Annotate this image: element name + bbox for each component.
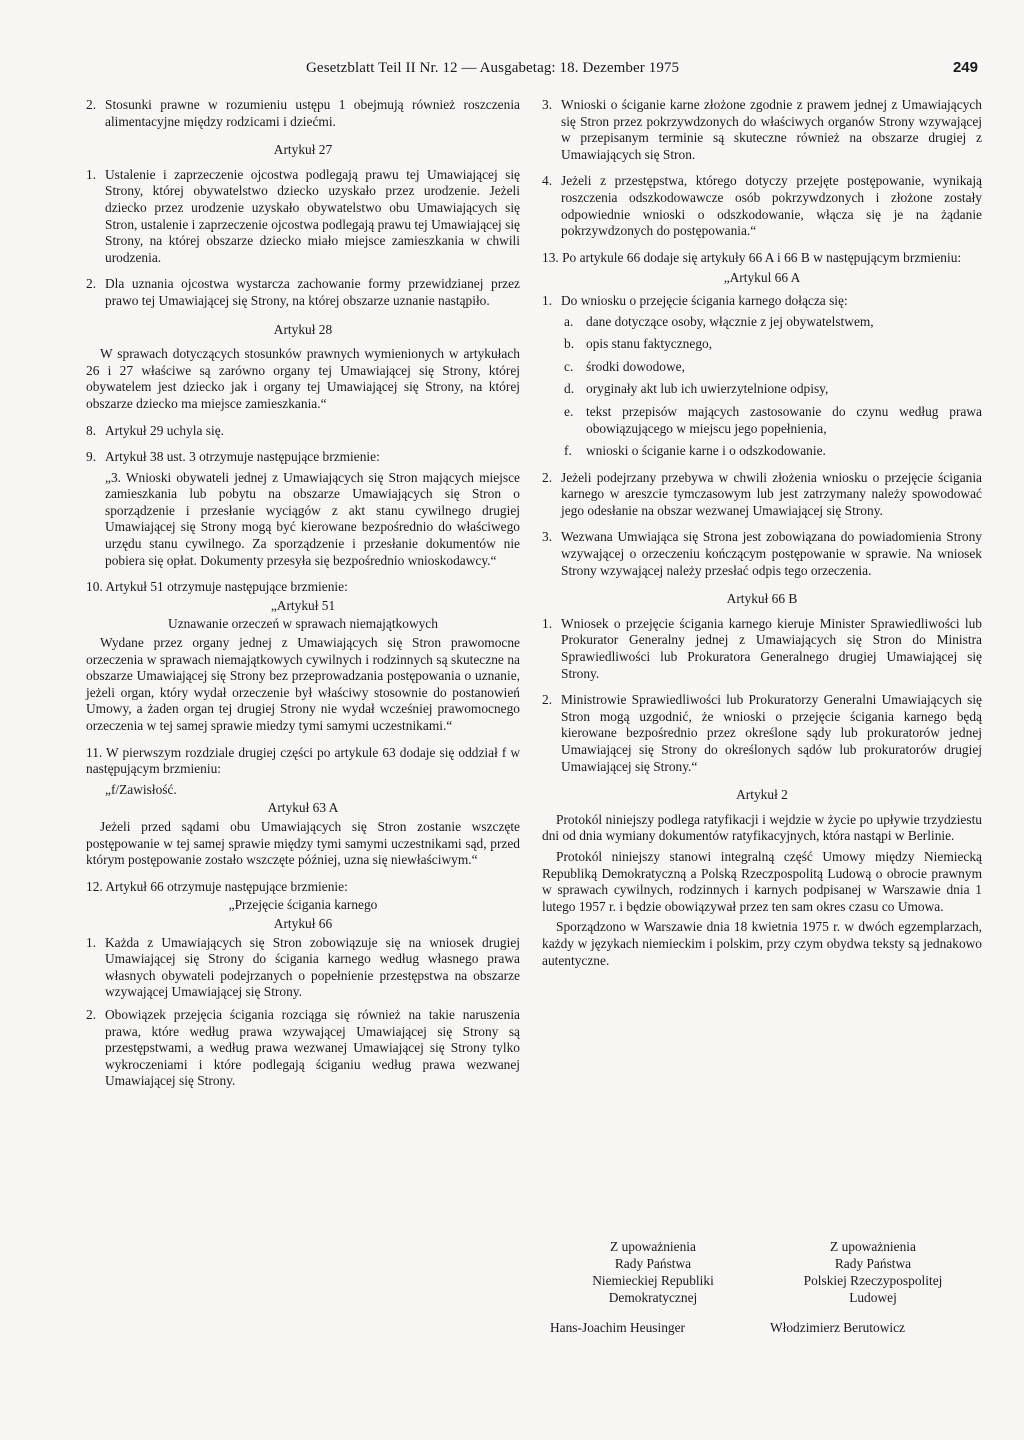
article-heading: Artykuł 66: [273, 915, 333, 931]
quoted-text: „f/Zawisłość.: [105, 781, 177, 797]
list-text: opis stanu faktycznego,: [586, 336, 713, 352]
article-heading: „Artykuł 51: [270, 597, 336, 613]
signatory-name-left: Hans-Joachim Heusinger: [550, 1320, 685, 1335]
paragraph: [542, 173, 982, 239]
list-item: [542, 314, 982, 331]
paragraph: [86, 167, 520, 267]
paragraph: [542, 97, 982, 163]
list-item: [542, 443, 982, 460]
list-letter: d.: [564, 381, 575, 397]
paragraph: [542, 692, 982, 775]
article-title: „Przejęcie ścigania karnego: [228, 897, 378, 913]
paragraph-text: Jeżeli z przestępstwa, którego dotyczy przejęte postępowanie, wynikają roszczenia odszkodowawcze osób pokrzywdzonych i złożone zostały odpowiednie wnioski o odszkodowanie, włącza się je na żądanie pokrzywdzonych do postępowania.“: [561, 173, 982, 239]
paragraph-text: Wniosek o przejęcie ścigania karnego kieruje Minister Sprawiedliwości lub Prokurator Generalny jednej z Umawiających się Stron do Ministra Sprawiedliwości lub Prokuratora Generalnego drugiej Umawiającej się Strony.: [561, 615, 982, 681]
paragraph-number: 2.: [542, 692, 553, 708]
signatory-names: [542, 1320, 982, 1338]
amendment-item: 10. Artykuł 51 otrzymuje następujące brzmienie:: [86, 579, 348, 595]
paragraph: [86, 935, 520, 1001]
article-subheading: Uznawanie orzeczeń w sprawach niemajątkowych: [168, 616, 438, 632]
list-text: wnioski o ściganie karne i o odszkodowanie.: [586, 443, 826, 459]
paragraph-text: Jeżeli przed sądami obu Umawiających się Stron zostanie wszczęte postępowanie w tej samej sprawie między tymi samymi uczestnikami sąd, przed którym postępowanie zostało wszczęte później, uzna się niewłaściwym.“: [86, 818, 520, 868]
amendment-item: 11. W pierwszym rozdziale drugiej części po artykule 63 dodaje się oddział f w następującym brzmieniu:: [86, 744, 520, 777]
list-text: dane dotyczące osoby, włącznie z jej obywatelstwem,: [586, 313, 874, 329]
right-column: [542, 97, 982, 979]
quoted-text: „3. Wnioski obywateli jednej z Umawiających się Stron mających miejsce zamieszkania lub pobytu na obszarze Umawiających się Stron o sporządzenie i przesłanie wyciągów z akt stanu cywilnego drugiej Umawiającej się Strony mogą być kierowane bezpośrednio do właściwego urzędu stanu cywilnego. Za sporządzenie i przesłanie dokumentów nie pobiera się opłat. Dokumenty przesyła się bezpośrednio wnioskodawcy.“: [105, 469, 520, 568]
paragraph-text: Sporządzono w Warszawie dnia 18 kwietnia 1975 r. w dwóch egzemplarzach, każdy w językach niemieckim i polskim, przy czym obydwa teksty są jednakowo autentyczne.: [542, 919, 982, 968]
page-number: 249: [952, 59, 978, 76]
paragraph-number: 2.: [542, 469, 553, 485]
paragraph: [542, 529, 982, 579]
article-heading: „Artykul 66 A: [723, 270, 801, 286]
paragraph-text: Protokól niniejszy stanowi integralną część Umowy między Niemiecką Republiką Demokratyczną a Polską Rzeczpospolitą Ludową o obrocie prawnym w sprawach cywilnych, rodzinnych i karnych podpisanej w Warszawie dnia 1 lutego 1957 r. i będzie obowiązywał przez ten sam okres czasu co Umowa.: [542, 848, 982, 914]
authority-line: Z upoważnienia: [610, 1239, 696, 1254]
authority-line: Rady Państwa: [614, 1256, 692, 1271]
amendment-item: 12. Artykuł 66 otrzymuje następujące brzmienie:: [86, 878, 348, 894]
authority-line: Polskiej Rzeczypospolitej: [803, 1273, 943, 1288]
authority-line: Ludowej: [849, 1290, 897, 1305]
item-text: Artykuł 38 ust. 3 otrzymuje następujące brzmienie:: [105, 449, 380, 465]
list-letter: c.: [564, 358, 574, 374]
list-item: [542, 381, 982, 398]
page-header: [86, 58, 982, 80]
left-column: [86, 97, 520, 1100]
paragraph: [86, 1007, 520, 1090]
paragraph-text: W sprawach dotyczących stosunków prawnych wymienionych w artykułach 26 i 27 właściwe są zarówno organy tej Umawiającej się Strony, której obywatelem jest dziecko jak i organy tej Umawiającej się Strony, na której obszarze dziecko ma miejsce zamieszkania.“: [86, 346, 520, 411]
paragraph-text: Ustalenie i zaprzeczenie ojcostwa podlegają prawu tej Umawiającej się Strony, której obywatelstwo dziecko uzyskało przez urodzenie. Jeżeli dziecko przez urodzenie uzyskało obywatelstwo obu Umawiających się Stron, ustalenie i zaprzeczenie ojcostwa podlegają prawu tej Umawiającej się Strony, na której obszarze dziecko miało miejsce zamieszkania w chwili urodzenia.: [105, 166, 520, 265]
amendment-item: [86, 449, 520, 466]
list-text: środki dowodowe,: [586, 358, 685, 374]
paragraph-text: Obowiązek przejęcia ścigania rozciąga się również na takie naruszenia prawa, które według prawa wzywającej Umawiającej się Strony są przestępstwami, a według prawa wezwanej Umawiającej się Strony tylko wykroczeniami i które podlegają ściganiu według prawa wezwanej Umawiającej się Strony.: [105, 1006, 520, 1089]
item-number: 8.: [86, 422, 97, 438]
list-text: oryginały akt lub ich uwierzytelnione odpisy,: [586, 381, 829, 397]
signatory-authority-left: [548, 1238, 758, 1306]
amendment-item: [86, 423, 520, 440]
paragraph-text: Każda z Umawiających się Stron zobowiązuje się na wniosek drugiej Umawiającej się Strony do ścigania karnego według własnego prawa własnych obywateli podejrzanych o popełnienie przestępstwa na obszarze wzywającej Umawiającej się Strony.: [105, 934, 520, 1000]
paragraph-text: Wezwana Umwiająca się Strona jest zobowiązana do powiadomienia Strony wzywającej o orzeczeniu kończącym postępowanie w sprawie. Na wniosek Strony wzywającej należy przesłać odpis tego orzeczenia.: [561, 529, 982, 578]
article-heading: Artykuł 2: [736, 787, 788, 803]
paragraph-text: Protokól niniejszy podlega ratyfikacji i wejdzie w życie po upływie trzydziestu dni od dnia wymiany dokumentów ratyfikacyjnych, która nastąpi w Berlinie.: [542, 811, 982, 844]
article-heading: Artykuł 27: [273, 142, 333, 158]
article-heading: Artykuł 28: [273, 321, 333, 337]
list-letter: e.: [564, 403, 574, 419]
paragraph-number: 1.: [86, 934, 97, 950]
authority-line: Rady Państwa: [834, 1256, 912, 1271]
paragraph-text: Dla uznania ojcostwa wystarcza zachowanie formy przewidzianej przez prawo tej Umawiającej się Strony, na której obszarze uznanie nastąpiło.: [105, 276, 520, 308]
paragraph-number: 3.: [542, 529, 553, 545]
paragraph-number: 1.: [86, 166, 97, 182]
list-item: [542, 359, 982, 376]
list-text: tekst przepisów mających zastosowanie do czynu według prawa obowiązującego w miejscu jego popełnienia,: [586, 403, 982, 436]
item-text: Artykuł 29 uchyla się.: [105, 422, 225, 438]
paragraph-text: Wnioski o ściganie karne złożone zgodnie z prawem jednej z Umawiających się Stron przez pokrzywdzonych do właściwych organów Strony wzywającej w przepisanym terminie są skuteczne również na obszarze drugiej z Umawiających się Stron.: [561, 97, 982, 162]
paragraph-text: Jeżeli podejrzany przebywa w chwili złożenia wniosku o przejęcie ścigania karnego w areszcie tymczasowym lub jest zatrzymany należy spowodować jego odesłanie na obszar wezwanej Umawiającej się Strony.: [561, 469, 982, 518]
authority-line: Demokratycznej: [608, 1290, 698, 1305]
item-number: 9.: [86, 449, 97, 465]
paragraph: [542, 470, 982, 520]
paragraph: [542, 616, 982, 682]
list-letter: f.: [564, 443, 572, 459]
signatory-name-right: Włodzimierz Berutowicz: [770, 1320, 905, 1335]
amendment-item: 13. Po artykule 66 dodaje się artykuły 66 A i 66 B w następującym brzmieniu:: [542, 249, 962, 265]
authority-line: Niemieckiej Republiki: [592, 1273, 714, 1288]
paragraph-text: Ministrowie Sprawiedliwości lub Prokuratorzy Generalni Umawiających się Stron mogą uzgodnić, że wnioski o przejęcie ścigania karnego będą kierowane bezpośrednio przez określone sądy lub prokuratorów jednej Umawiającej się Strony do określonych sądów lub prokuratorów drugiej Umawiającej się Strony.“: [561, 692, 982, 774]
paragraph-number: 1.: [542, 615, 553, 631]
paragraph-number: 3.: [542, 97, 553, 112]
article-heading: Artykuł 63 A: [267, 800, 339, 816]
paragraph-number: 2.: [86, 97, 97, 112]
list-item: [542, 404, 982, 437]
paragraph-number: 2.: [86, 276, 97, 292]
signatory-authority-right: [768, 1238, 978, 1306]
paragraph-number: 1.: [542, 292, 553, 308]
paragraph-text: Do wniosku o przejęcie ścigania karnego dołącza się:: [561, 292, 848, 308]
list-item: [542, 336, 982, 353]
authority-line: Z upoważnienia: [830, 1239, 916, 1254]
enumeration-list: [542, 314, 982, 460]
paragraph-text: Stosunki prawne w rozumieniu ustępu 1 obejmują również roszczenia alimentacyjne między rodzicami i dziećmi.: [105, 97, 520, 129]
paragraph-text: Wydane przez organy jednej z Umawiających się Stron prawomocne orzeczenia w sprawach niemajątkowych cywilnych i rodzinnych są skuteczne na obszarze Umawiającej się Strony bez przeprowadzania postępowania o uznanie, jeżeli organ, który wydał orzeczenie był właściwy stosownie do postanowień Umowy, a żaden organ tej drugiej Strony nie wydał wcześniej prawomocnego orzeczenia w tej samej sprawie miedzy tymi samymi uczestnikami.“: [86, 635, 520, 733]
header-title: Gesetzblatt Teil II Nr. 12 — Ausgabetag: 18. Dezember 1975: [306, 60, 680, 76]
list-letter: a.: [564, 313, 574, 329]
paragraph: [542, 293, 982, 310]
paragraph: [86, 97, 520, 130]
article-heading: Artykuł 66 B: [726, 591, 798, 607]
paragraph-number: 4.: [542, 173, 553, 189]
paragraph: [86, 276, 520, 309]
list-letter: b.: [564, 336, 575, 352]
paragraph-number: 2.: [86, 1006, 97, 1022]
